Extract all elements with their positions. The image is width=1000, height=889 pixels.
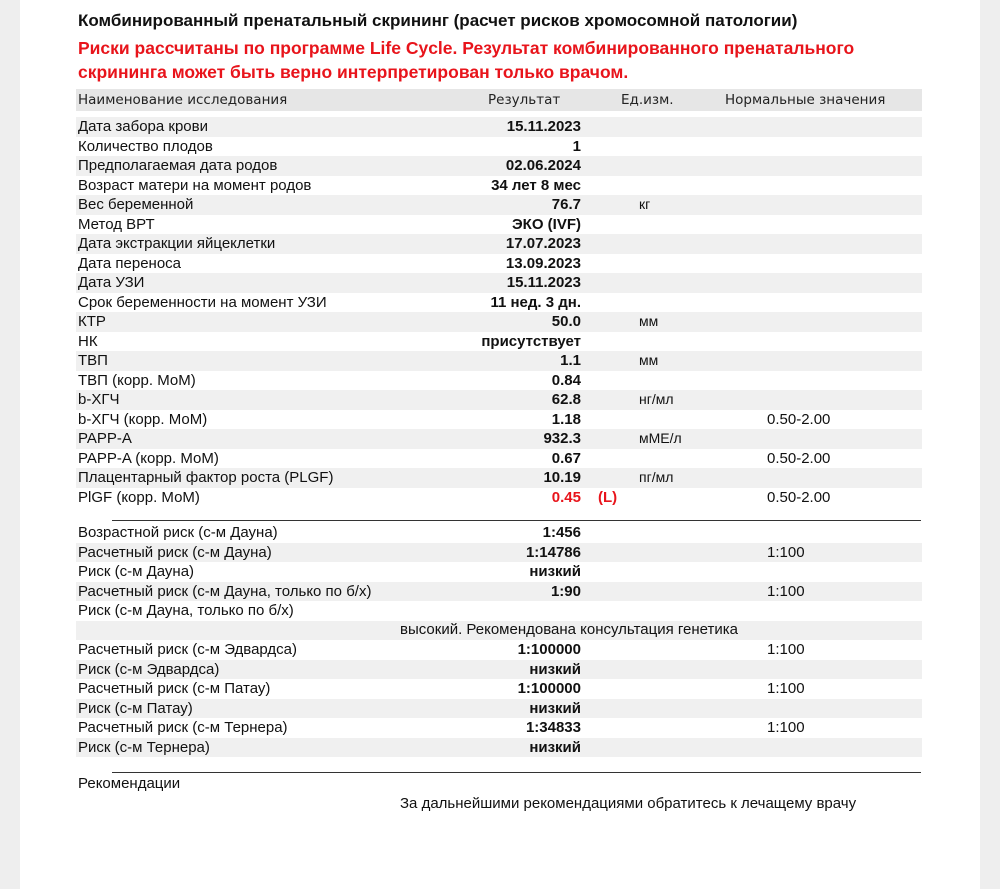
row-value: 13.09.2023 bbox=[505, 254, 581, 272]
row-name: Риск (с-м Тернера) bbox=[78, 738, 210, 756]
table-row bbox=[76, 699, 922, 719]
row-name: Риск (с-м Дауна, только по б/х) bbox=[78, 602, 294, 619]
row-value: 1:14786 bbox=[525, 543, 581, 561]
interpretation-warning: Риски рассчитаны по программе Life Cycle. Результат комбинированного пренатального скрининга может быть верно интерпретирован только врачом. bbox=[78, 38, 855, 82]
row-value: присутствует bbox=[481, 332, 581, 350]
table-row bbox=[76, 351, 922, 371]
row-value: 50.0 bbox=[551, 313, 581, 330]
row-value: ЭКО (IVF) bbox=[512, 215, 581, 233]
row-name: Расчетный риск (с-м Дауна, только по б/х) bbox=[78, 582, 372, 600]
row-name: Расчетный риск (с-м Дауна) bbox=[78, 543, 272, 561]
table-row bbox=[76, 137, 922, 157]
table-row bbox=[76, 640, 922, 660]
table-row bbox=[76, 195, 922, 215]
separator bbox=[112, 772, 921, 773]
table-row bbox=[76, 312, 922, 332]
table-header bbox=[76, 89, 922, 111]
row-name: Дата УЗИ bbox=[78, 274, 145, 291]
row-name: ТВП (корр. МоМ) bbox=[78, 371, 196, 389]
row-normal: 1:100 bbox=[767, 582, 805, 600]
row-value: 15.11.2023 bbox=[506, 118, 581, 135]
row-unit: пг/мл bbox=[639, 469, 674, 485]
row-name: ТВП bbox=[78, 352, 108, 369]
row-value: низкий bbox=[529, 563, 581, 580]
row-value: 0.84 bbox=[551, 371, 581, 389]
table-row bbox=[76, 390, 922, 410]
table-row bbox=[76, 660, 922, 680]
row-normal: 1:100 bbox=[767, 543, 805, 561]
row-normal: 1:100 bbox=[767, 641, 805, 658]
row-name: Риск (с-м Эдвардса) bbox=[78, 660, 220, 678]
row-name: Риск (с-м Дауна) bbox=[78, 563, 195, 580]
row-normal: 0.50-2.00 bbox=[767, 449, 831, 467]
table-row bbox=[76, 601, 922, 621]
header-result: Результат bbox=[488, 92, 561, 108]
row-value: 932.3 bbox=[543, 430, 581, 447]
row-name: Возраст матери на момент родов bbox=[78, 176, 312, 194]
row-name: b-ХГЧ bbox=[78, 391, 120, 408]
row-name: PlGF (корр. МоМ) bbox=[78, 488, 200, 506]
row-normal: 0.50-2.00 bbox=[767, 488, 831, 506]
report-title: Комбинированный пренатальный скрининг (расчет рисков хромосомной патологии) bbox=[78, 11, 798, 30]
row-name: КТР bbox=[78, 313, 106, 330]
table-row bbox=[76, 679, 922, 699]
table-row bbox=[76, 718, 922, 738]
row-name: НК bbox=[78, 332, 98, 350]
row-normal: 0.50-2.00 bbox=[767, 410, 831, 428]
table-row bbox=[76, 468, 922, 488]
row-name: Вес беременной bbox=[78, 196, 194, 213]
row-value: низкий bbox=[529, 738, 581, 756]
table-row bbox=[76, 562, 922, 582]
table-row bbox=[76, 293, 922, 313]
table-row bbox=[76, 234, 922, 254]
row-value: 1:34833 bbox=[525, 719, 581, 736]
table-row bbox=[76, 176, 922, 196]
row-name: PAPP-A bbox=[78, 430, 132, 447]
row-value: 62.8 bbox=[551, 391, 581, 408]
row-value: 34 лет 8 мес bbox=[491, 176, 581, 194]
row-value: 1:456 bbox=[542, 524, 581, 541]
row-name: Расчетный риск (с-м Эдвардса) bbox=[78, 641, 298, 658]
table-row bbox=[76, 117, 922, 137]
row-name: Количество плодов bbox=[78, 137, 213, 155]
row-value: 02.06.2024 bbox=[505, 157, 581, 174]
row-name: PAPP-A (корр. МоМ) bbox=[78, 449, 219, 467]
row-name: b-ХГЧ (корр. МоМ) bbox=[78, 410, 208, 428]
table-row bbox=[76, 273, 922, 293]
row-value: 1:90 bbox=[550, 582, 581, 600]
row-unit: мМЕ/л bbox=[639, 430, 682, 446]
row-name: Метод ВРТ bbox=[78, 215, 155, 233]
row-name: Дата переноса bbox=[78, 254, 182, 272]
table-row bbox=[76, 738, 922, 758]
row-value: 15.11.2023 bbox=[506, 274, 581, 291]
table-row bbox=[76, 429, 922, 449]
row-value: 1.18 bbox=[551, 410, 581, 428]
table-row bbox=[76, 332, 922, 352]
row-name: Плацентарный фактор роста (PLGF) bbox=[78, 469, 334, 486]
row-value: 0.67 bbox=[551, 449, 581, 467]
table-row bbox=[76, 215, 922, 235]
row-flag: (L) bbox=[598, 488, 618, 506]
table-row bbox=[76, 449, 922, 469]
row-name: Расчетный риск (с-м Тернера) bbox=[78, 719, 288, 736]
header-name: Наименование исследования bbox=[78, 92, 288, 108]
row-unit: нг/мл bbox=[639, 391, 674, 407]
row-name: Предполагаемая дата родов bbox=[78, 157, 278, 174]
row-value: 76.7 bbox=[551, 196, 581, 213]
row-normal: 1:100 bbox=[767, 719, 805, 736]
row-value: 1:100000 bbox=[517, 680, 581, 697]
row-name: Риск (с-м Патау) bbox=[78, 699, 193, 717]
row-unit: мм bbox=[639, 313, 659, 329]
down-biochem-comment: высокий. Рекомендована консультация генетика bbox=[400, 621, 738, 638]
row-unit: мм bbox=[639, 352, 659, 368]
row-name: Возрастной риск (с-м Дауна) bbox=[78, 524, 278, 541]
table-row bbox=[76, 254, 922, 274]
header-normal: Нормальные значения bbox=[725, 92, 886, 108]
row-value: 0.45 bbox=[551, 488, 581, 506]
row-value: 1:100000 bbox=[517, 641, 581, 658]
row-value: 11 нед. 3 дн. bbox=[490, 293, 581, 311]
row-unit: кг bbox=[639, 196, 651, 212]
row-value: 1.1 bbox=[560, 352, 581, 369]
recommendations-label: Рекомендации bbox=[78, 775, 181, 792]
table-row bbox=[76, 371, 922, 391]
table-row bbox=[76, 543, 922, 563]
row-value: 10.19 bbox=[543, 469, 581, 486]
row-name: Дата экстракции яйцеклетки bbox=[78, 235, 276, 252]
recommendations-text: За дальнейшими рекомендациями обратитесь к лечащему врачу bbox=[400, 795, 857, 812]
row-value: 1 bbox=[572, 137, 581, 155]
table-row bbox=[76, 582, 922, 602]
table-row bbox=[76, 488, 922, 508]
row-value: низкий bbox=[529, 699, 581, 717]
table-row bbox=[76, 156, 922, 176]
row-value: 17.07.2023 bbox=[505, 235, 581, 252]
separator bbox=[112, 520, 921, 521]
row-name: Расчетный риск (с-м Патау) bbox=[78, 680, 271, 697]
row-name: Срок беременности на момент УЗИ bbox=[78, 293, 327, 311]
row-value: низкий bbox=[529, 660, 581, 678]
report-page bbox=[20, 0, 980, 889]
row-normal: 1:100 bbox=[767, 680, 805, 697]
table-row bbox=[76, 410, 922, 430]
header-unit: Ед.изм. bbox=[621, 92, 674, 108]
row-name: Дата забора крови bbox=[78, 118, 208, 135]
table-row bbox=[76, 523, 922, 543]
